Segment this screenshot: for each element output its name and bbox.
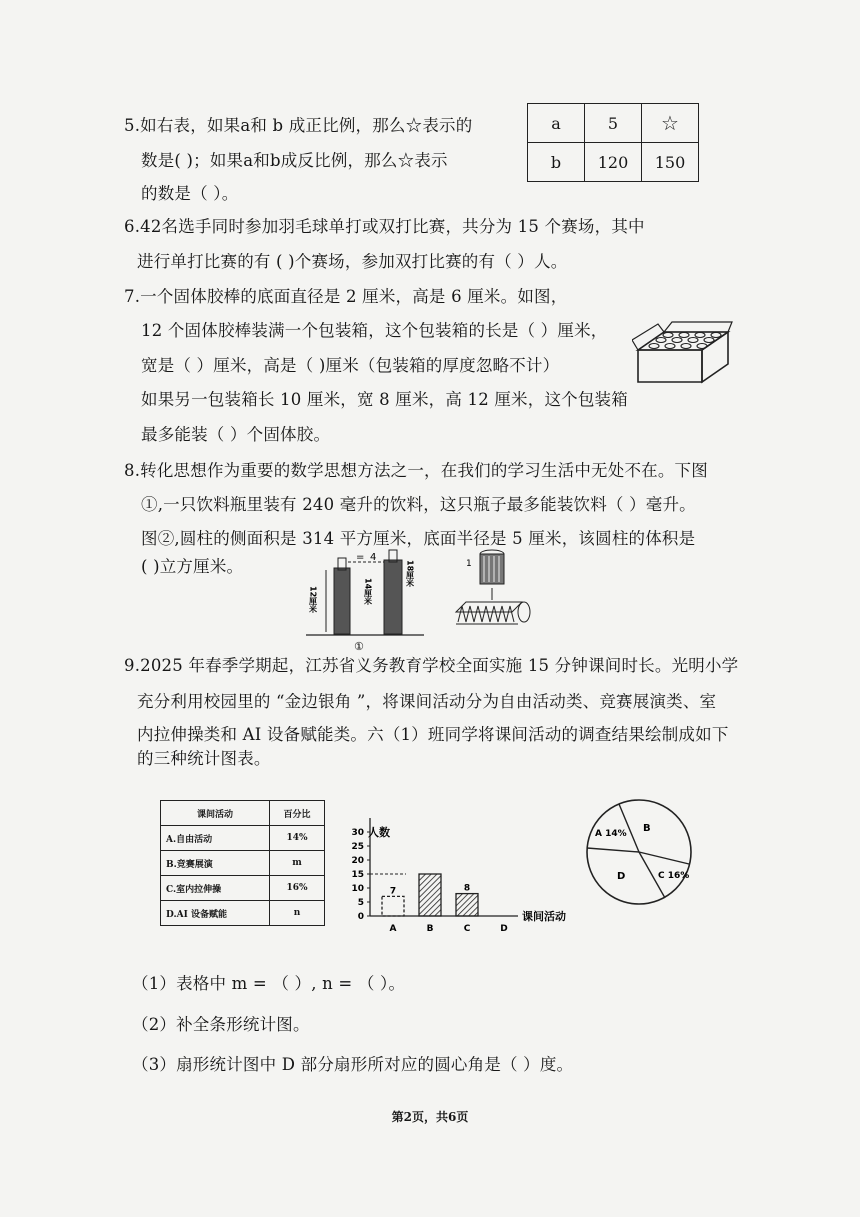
q9-sub-2: （2）补全条形统计图。: [132, 1015, 310, 1034]
x-tick-label-b: B: [426, 924, 434, 934]
table-cell-activity-d: D.AI 设备赋能: [161, 901, 270, 926]
y-tick-label: 0: [357, 912, 364, 922]
radius-label: 1: [466, 559, 472, 569]
pie-label-b: B: [643, 823, 651, 834]
pie-divider-ad: [587, 848, 639, 852]
table-cell-activity-b: B.竞赛展演: [161, 851, 270, 876]
activity-percentage-table: [160, 800, 325, 926]
bottle-left-height: 12厘米: [308, 586, 318, 614]
q9-sub-3: （3）扇形统计图中 D 部分扇形所对应的圆心角是（ ）度。: [132, 1055, 574, 1074]
page-footer: 第2页，共6页: [391, 1110, 469, 1124]
y-tick-label: 5: [357, 898, 364, 908]
x-tick-label-d: D: [500, 924, 508, 934]
table-cell-percent-a: 14%: [270, 826, 325, 851]
pie-divider-ab: [619, 804, 639, 852]
q5-star-cell: ☆: [642, 104, 699, 143]
q5-cell-b-value1: 120: [585, 143, 642, 182]
q5-cell-b: b: [528, 143, 585, 182]
q8-line-2: ①,一只饮料瓶里装有 240 毫升的饮料，这只瓶子最多能装饮料（ ）毫升。: [141, 495, 696, 514]
q5-cell-a: a: [528, 104, 585, 143]
table-cell-percent-b: m: [270, 851, 325, 876]
pie-label-a: A 14%: [595, 829, 627, 839]
bar-data-label-c: 8: [463, 883, 471, 894]
table-cell-activity-a: A.自由活动: [161, 826, 270, 851]
packing-box-illustration: [632, 318, 734, 386]
q5-proportion-table: [527, 103, 699, 182]
pie-chart: [583, 796, 695, 908]
q8-line-3: 图②,圆柱的侧面积是 314 平方厘米，底面半径是 5 厘米，该圆柱的体积是: [141, 529, 696, 548]
y-axis-label: 人数: [368, 826, 390, 839]
q9-line-2: 充分利用校园里的 “金边银角 ”，将课间活动分为自由活动类、竞赛展演类、室: [137, 692, 717, 711]
q5-cell-a-value: 5: [585, 104, 642, 143]
table-header-activity: 课间活动: [161, 801, 270, 826]
y-tick-label: 15: [351, 870, 364, 880]
y-tick-label: 25: [351, 842, 364, 852]
q7-line-4: 如果另一包装箱长 10 厘米，宽 8 厘米，高 12 厘米，这个包装箱: [141, 390, 628, 409]
figure-1-marker: ①: [354, 640, 364, 652]
four-label: 4: [370, 552, 377, 563]
y-tick-label: 20: [351, 856, 364, 866]
q5-line-2: 数是( )；如果a和b成反比例，那么☆表示: [141, 151, 448, 170]
q9-line-4: 的三种统计图表。: [137, 749, 271, 768]
q8-line-1: 8.转化思想作为重要的数学思想方法之一，在我们的学习生活中无处不在。下图: [124, 461, 708, 480]
pie-label-d: D: [617, 871, 626, 882]
q7-line-2: 12 个固体胶棒装满一个包装箱，这个包装箱的长是（ ）厘米，: [141, 321, 608, 340]
x-tick-label-a: A: [389, 924, 397, 934]
table-header-percent: 百分比: [270, 801, 325, 826]
bar-a: [382, 896, 404, 916]
bar-c: [456, 894, 478, 916]
q9-line-3: 内拉伸操类和 AI 设备赋能类。六（1）班同学将课间活动的调查结果绘制成如下: [137, 725, 729, 744]
x-tick-label-c: C: [463, 924, 471, 934]
q5-line-3: 的数是（ ）。: [141, 184, 239, 203]
y-tick-label: 10: [351, 884, 364, 894]
bar-data-label-a: 7: [389, 886, 397, 897]
table-cell-percent-c: 16%: [270, 876, 325, 901]
q7-line-1: 7.一个固体胶棒的底面直径是 2 厘米，高是 6 厘米。如图，: [124, 287, 568, 306]
cylinder-figure-2: [452, 544, 532, 628]
bar-b: [419, 874, 441, 916]
q6-line-1: 6.42名选手同时参加羽毛球单打或双打比赛，共分为 15 个赛场，其中: [124, 217, 645, 236]
q5-line-1: 5.如右表，如果a和 b 成正比例，那么☆表示的: [124, 116, 473, 135]
y-tick-label: 30: [351, 828, 364, 838]
q7-line-5: 最多能装（ ）个固体胶。: [141, 425, 331, 444]
q7-line-3: 宽是（ ）厘米，高是（ )厘米（包装箱的厚度忽略不计）: [141, 356, 560, 375]
equals-sign: =: [356, 552, 365, 563]
bottle-figure-1: [300, 544, 430, 652]
x-axis-label: 课间活动: [522, 910, 566, 923]
q9-line-1: 9.2025 年春季学期起，江苏省义务教育学校全面实施 15 分钟课间时长。光明小学: [124, 656, 739, 675]
q8-line-4: ( )立方厘米。: [141, 557, 244, 576]
bottle-right-height: 18厘米: [405, 560, 415, 588]
bottle-middle-height: 14厘米: [363, 578, 373, 606]
table-cell-percent-d: n: [270, 901, 325, 926]
q5-cell-b-value2: 150: [642, 143, 699, 182]
q6-line-2: 进行单打比赛的有 ( )个赛场，参加双打比赛的有（ ）人。: [137, 252, 568, 271]
pie-divider-bc: [639, 852, 689, 864]
q9-sub-1: （1）表格中 m = （ ）, n = （ ）。: [132, 974, 406, 993]
bar-chart: [340, 812, 590, 937]
pie-label-c: C 16%: [658, 871, 690, 881]
table-cell-activity-c: C.室内拉伸操: [161, 876, 270, 901]
